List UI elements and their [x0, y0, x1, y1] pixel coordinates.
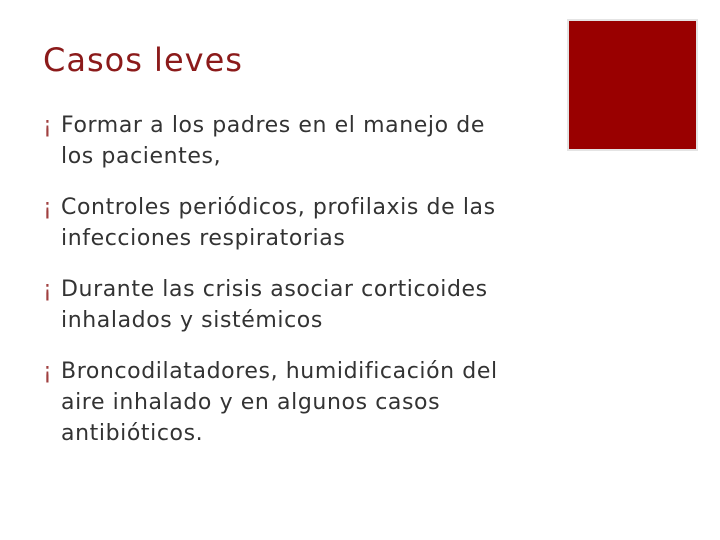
bullet-text-line: inhalados y sistémicos: [61, 308, 323, 333]
bullet-list: [43, 110, 563, 469]
bullet-marker-icon: ¡: [43, 277, 52, 302]
bullet-item: [43, 356, 563, 449]
bullet-item: [43, 110, 563, 172]
bullet-text-line: los pacientes,: [61, 144, 222, 169]
bullet-text-line: Formar a los padres en el manejo de: [61, 113, 485, 138]
accent-fill: [569, 21, 696, 149]
bullet-marker-icon: ¡: [43, 195, 52, 220]
bullet-item: [43, 274, 563, 336]
bullet-text-line: antibióticos.: [61, 421, 204, 446]
bullet-text-line: infecciones respiratorias: [61, 226, 346, 251]
bullet-text-line: Broncodilatadores, humidificación del: [61, 359, 498, 384]
bullet-marker-icon: ¡: [43, 359, 52, 384]
bullet-text-line: Controles periódicos, profilaxis de las: [61, 195, 496, 220]
bullet-text-line: Durante las crisis asociar corticoides: [61, 277, 488, 302]
bullet-marker-icon: ¡: [43, 113, 52, 138]
bullet-text-line: aire inhalado y en algunos casos: [61, 390, 441, 415]
slide-title: Casos leves: [43, 41, 243, 79]
accent-block: [567, 19, 698, 151]
bullet-item: [43, 192, 563, 254]
